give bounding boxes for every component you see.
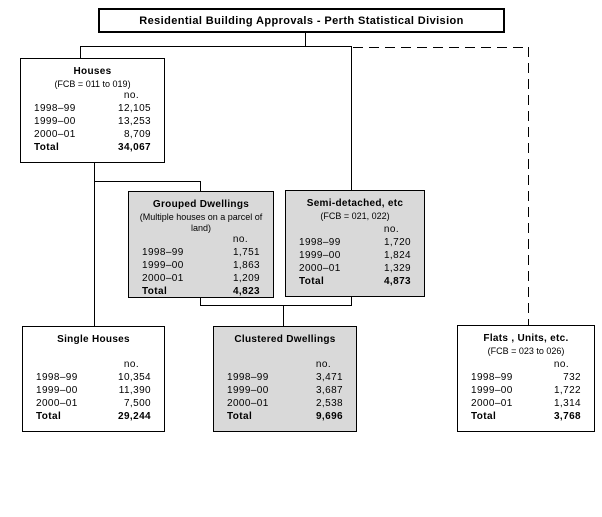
table-row xyxy=(299,249,411,262)
row-year: 1998–99 xyxy=(471,372,513,383)
row-year: 2000–01 xyxy=(299,263,341,274)
row-value: 10,354 xyxy=(118,372,151,383)
total-row xyxy=(36,410,151,423)
table-row xyxy=(142,272,260,285)
row-value: 12,105 xyxy=(118,103,151,114)
unit-label: no. xyxy=(383,224,399,235)
houses-title: Houses xyxy=(73,66,112,77)
total-row xyxy=(34,141,151,154)
total-value: 3,768 xyxy=(553,411,581,422)
row-year: 2000–01 xyxy=(227,398,269,409)
single-houses-title: Single Houses xyxy=(57,334,130,345)
row-year: 1999–00 xyxy=(36,385,78,396)
row-value: 3,471 xyxy=(315,372,343,383)
unit-label: no. xyxy=(123,359,139,370)
flats-units-box xyxy=(457,325,595,432)
row-year: 1998–99 xyxy=(142,247,184,258)
table-row xyxy=(227,397,343,410)
row-year: 1998–99 xyxy=(299,237,341,248)
table-row xyxy=(34,128,151,141)
row-year: 1999–00 xyxy=(471,385,513,396)
table-row xyxy=(36,397,151,410)
row-value: 732 xyxy=(563,372,581,383)
unit-label: no. xyxy=(123,90,139,101)
houses-box xyxy=(20,58,165,163)
total-value: 4,823 xyxy=(232,286,260,297)
semi-detached-title: Semi-detached, etc xyxy=(306,198,404,209)
row-value: 1,863 xyxy=(232,260,260,271)
table-row xyxy=(471,397,581,410)
table-row xyxy=(142,246,260,259)
connector-dashed-into-flats xyxy=(528,47,529,325)
row-value: 2,538 xyxy=(315,398,343,409)
table-row xyxy=(471,384,581,397)
houses-subtitle: (FCB = 011 to 019) xyxy=(54,79,131,89)
table-row xyxy=(34,115,151,128)
row-value: 1,722 xyxy=(553,385,581,396)
row-year: 2000–01 xyxy=(36,398,78,409)
clustered-table xyxy=(214,359,356,423)
total-label: Total xyxy=(36,411,62,422)
clustered-title: Clustered Dwellings xyxy=(234,334,336,345)
semi-detached-subtitle: (FCB = 021, 022) xyxy=(320,211,390,221)
row-value: 1,329 xyxy=(383,263,411,274)
total-value: 29,244 xyxy=(118,411,151,422)
row-value: 13,253 xyxy=(118,116,151,127)
table-row xyxy=(471,371,581,384)
table-row xyxy=(227,384,343,397)
single-houses-table xyxy=(23,359,164,423)
table-row xyxy=(34,102,151,115)
flats-title: Flats , Units, etc. xyxy=(483,333,569,344)
row-value: 7,500 xyxy=(123,398,151,409)
total-value: 34,067 xyxy=(118,142,151,153)
row-year: 1999–00 xyxy=(227,385,269,396)
grouped-table xyxy=(129,234,273,298)
connector-houses-to-single xyxy=(94,162,95,326)
row-year: 1998–99 xyxy=(34,103,76,114)
connector-bottom-horizontal xyxy=(200,305,352,306)
total-row xyxy=(142,285,260,298)
total-label: Total xyxy=(227,411,253,422)
row-year: 2000–01 xyxy=(34,129,76,140)
table-row xyxy=(36,371,151,384)
row-year: 1999–00 xyxy=(34,116,76,127)
row-value: 1,824 xyxy=(383,250,411,261)
flats-subtitle: (FCB = 023 to 026) xyxy=(487,346,565,356)
flats-table xyxy=(458,359,594,423)
connector-into-clustered xyxy=(283,305,284,326)
row-year: 1999–00 xyxy=(299,250,341,261)
single-houses-box xyxy=(22,326,165,432)
total-label: Total xyxy=(142,286,168,297)
connector-into-semi-detached xyxy=(351,46,352,190)
row-year: 2000–01 xyxy=(471,398,513,409)
total-value: 4,873 xyxy=(383,276,411,287)
connector-title-down xyxy=(305,33,306,47)
total-label: Total xyxy=(34,142,60,153)
connector-into-grouped xyxy=(200,181,201,191)
row-value: 3,687 xyxy=(315,385,343,396)
row-year: 1999–00 xyxy=(142,260,184,271)
table-row xyxy=(142,259,260,272)
connector-dashed-horizontal xyxy=(353,47,529,48)
houses-table xyxy=(21,90,164,154)
total-row xyxy=(471,410,581,423)
table-row xyxy=(299,236,411,249)
total-label: Total xyxy=(471,411,497,422)
row-year: 1998–99 xyxy=(36,372,78,383)
total-label: Total xyxy=(299,276,325,287)
table-row xyxy=(36,384,151,397)
table-row xyxy=(227,371,343,384)
row-value: 1,751 xyxy=(232,247,260,258)
connector-main-horizontal xyxy=(80,46,352,47)
unit-label: no. xyxy=(553,359,569,370)
row-value: 1,314 xyxy=(553,398,581,409)
connector-branch-to-grouped xyxy=(94,181,201,182)
row-value: 11,390 xyxy=(118,385,151,396)
row-value: 8,709 xyxy=(123,129,151,140)
row-year: 2000–01 xyxy=(142,273,184,284)
connector-into-houses xyxy=(80,46,81,58)
diagram-title-box xyxy=(98,8,505,33)
table-row xyxy=(299,262,411,275)
row-year: 1998–99 xyxy=(227,372,269,383)
grouped-dwellings-box xyxy=(128,191,274,298)
total-value: 9,696 xyxy=(315,411,343,422)
diagram-title: Residential Building Approvals - Perth Statistical Division xyxy=(139,14,464,27)
semi-detached-table xyxy=(286,224,424,288)
row-value: 1,720 xyxy=(383,237,411,248)
row-value: 1,209 xyxy=(232,273,260,284)
total-row xyxy=(299,275,411,288)
unit-label: no. xyxy=(315,359,331,370)
semi-detached-box xyxy=(285,190,425,297)
unit-label: no. xyxy=(232,234,248,245)
grouped-title: Grouped Dwellings xyxy=(152,199,250,210)
clustered-dwellings-box xyxy=(213,326,357,432)
grouped-subtitle: (Multiple houses on a parcel of land) xyxy=(139,212,263,233)
total-row xyxy=(227,410,343,423)
